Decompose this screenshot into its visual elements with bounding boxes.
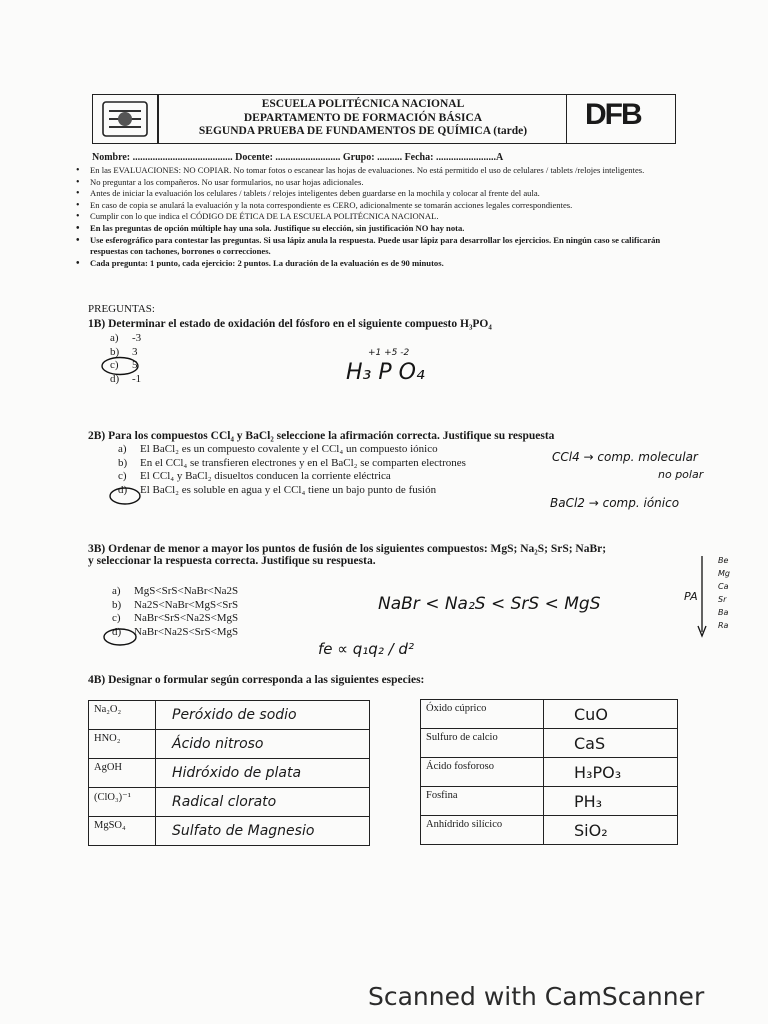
exam-header [92,94,676,144]
table-row: (ClO₃)⁻¹ Radical clorato [89,788,370,817]
table-row: MgSO₄ Sulfato de Magnesio [89,817,370,846]
rule-item: • Cada pregunta: 1 punto, cada ejercicio: 2 puntos. La duración de la evaluación es de 90 minutos. [74,258,694,270]
department-logo-text: DFB [585,98,641,131]
table-row: Anhídrido silícico SiO₂ [421,816,678,845]
question-4-title: 4B) Designar o formular según corresponda a las siguientes especies: [88,674,425,686]
header-line-3: SEGUNDA PRUEBA DE FUNDAMENTOS DE QUÍMICA (tarde) [198,125,528,137]
question-3-title-line-2: y seleccionar la respuesta correcta. Justifique su respuesta. [88,555,376,567]
university-crest-icon [99,99,151,139]
table-row: Fosfina PH₃ [421,787,678,816]
q1-handwritten-formula: H₃ P O₄ [346,360,425,385]
table-row: Na₂O₂ Peróxido de sodio [89,701,370,730]
option-c: c) El CCl₄ y BaCl₂ disueltos conducen la corriente eléctrica [118,470,391,482]
header-title [163,98,563,139]
rule-item: • En las EVALUACIONES: NO COPIAR. No tomar fotos o escanear las hojas de evaluaciones. No está permitido el uso de celulares / tablets /relojes inteligentes. [74,165,694,177]
option-b: b) En el CCl₄ se transfieren electrones y en el BaCl₂ se comparten electrones [118,456,466,469]
q3-handwritten-group: Be Mg Ca Sr Ba Ra [718,556,730,630]
rule-item: • Antes de iniciar la evaluación los celulares / tablets / relojes inteligentes deben guardarse en la mochila y colocar al frente del aula. [74,188,694,200]
q2-handwritten-note-bacl2: BaCl2 → comp. iónico [550,496,680,510]
header-divider [157,95,159,143]
scanner-watermark: Scanned with CamScanner [368,982,705,1011]
question-2 [88,430,554,497]
selected-answer-circle [100,356,140,376]
option-d: d) NaBr<Na2S<SrS<MgS [112,625,239,638]
q3-handwritten-formula: fe ∝ q₁q₂ / d² [318,640,414,658]
option-a: a) -3 [110,332,142,344]
down-arrow-icon [696,554,708,640]
option-d: d) -1 [110,372,142,385]
table-row: Ácido fosforoso H₃PO₃ [421,758,678,787]
rule-item: • En caso de copia se anulará la evaluación y la nota correspondiente es CERO, adicionalmente se tomarán acciones legales correspondientes. [74,200,694,212]
option-a: a) El BaCl₂ es un compuesto covalente y el CCl₄ un compuesto iónico [118,443,438,455]
table-row: AgOH Hidróxido de plata [89,759,370,788]
header-line-1: ESCUELA POLITÉCNICA NACIONAL [261,98,465,110]
option-b: b) Na2S<NaBr<MgS<SrS [112,598,239,611]
student-info-line: Nombre: ........................................ Docente: .......................... Grupo: .......... Fecha: ........................A [92,152,504,163]
rule-item: • En las preguntas de opción múltiple hay una sola. Justifique su elección, sin justificación NO hay nota. [74,223,694,235]
option-c: c) NaBr<SrS<Na2S<MgS [112,612,239,624]
question-1-options [110,332,492,386]
department-logo [569,98,669,140]
option-d: d) El BaCl₂ es soluble en agua y el CCl₄ tiene un bajo punto de fusión [118,483,437,496]
q2-handwritten-note-ccl4: CCl4 → comp. molecular [552,450,698,464]
option-c: c) 5 [110,359,138,371]
question-2-options [118,443,554,497]
selected-answer-circle [108,486,142,506]
q3-handwritten-order: NaBr < Na₂S < SrS < MgS [378,594,601,614]
question-1 [88,318,492,386]
selected-answer-circle [102,627,138,647]
preguntas-label: PREGUNTAS: [88,303,155,315]
table-row: HNO₂ Ácido nitroso [89,730,370,759]
q2-handwritten-note-nonpolar: no polar [658,468,704,481]
table-row: Sulfuro de calcio CaS [421,729,678,758]
q3-handwritten-pa: PA [684,590,698,603]
table-row: Óxido cúprico CuO [421,700,678,729]
option-a: a) MgS<SrS<NaBr<Na2S [112,585,239,597]
question-3-title-line-1: 3B) Ordenar de menor a mayor los puntos de fusión de los siguientes compuestos: MgS; Na₂S; SrS; NaBr; [88,543,607,555]
question-1-title: 1B) Determinar el estado de oxidación del fósforo en el siguiente compuesto H₃PO₄ [88,318,492,330]
rule-item: • Cumplir con lo que indica el CÓDIGO DE ÉTICA DE LA ESCUELA POLITÉCNICA NACIONAL. [74,211,694,223]
rule-item: • Use esferográfico para contestar las preguntas. Si usa lápiz anula la respuesta. Puede usar lápiz para desarrollar los ejercicios. En ningún caso se calificarán respuestas con tachones, borrones o correcciones. [74,235,694,258]
question-2-title: 2B) Para los compuestos CCl₄ y BaCl₂ seleccione la afirmación correcta. Justifique su respuesta [88,430,555,442]
species-table-left [88,700,370,846]
header-line-2: DEPARTAMENTO DE FORMACIÓN BÁSICA [243,111,483,124]
exam-rules-list [74,165,694,269]
question-4 [88,674,424,686]
rule-item: • No preguntar a los compañeros. No usar formularios, no usar hojas adicionales. [74,177,694,189]
header-divider [566,95,568,143]
option-b: b) 3 [110,345,138,358]
q1-handwritten-charges: +1 +5 -2 [368,348,410,358]
question-3 [88,543,606,639]
species-table-right [420,699,678,845]
